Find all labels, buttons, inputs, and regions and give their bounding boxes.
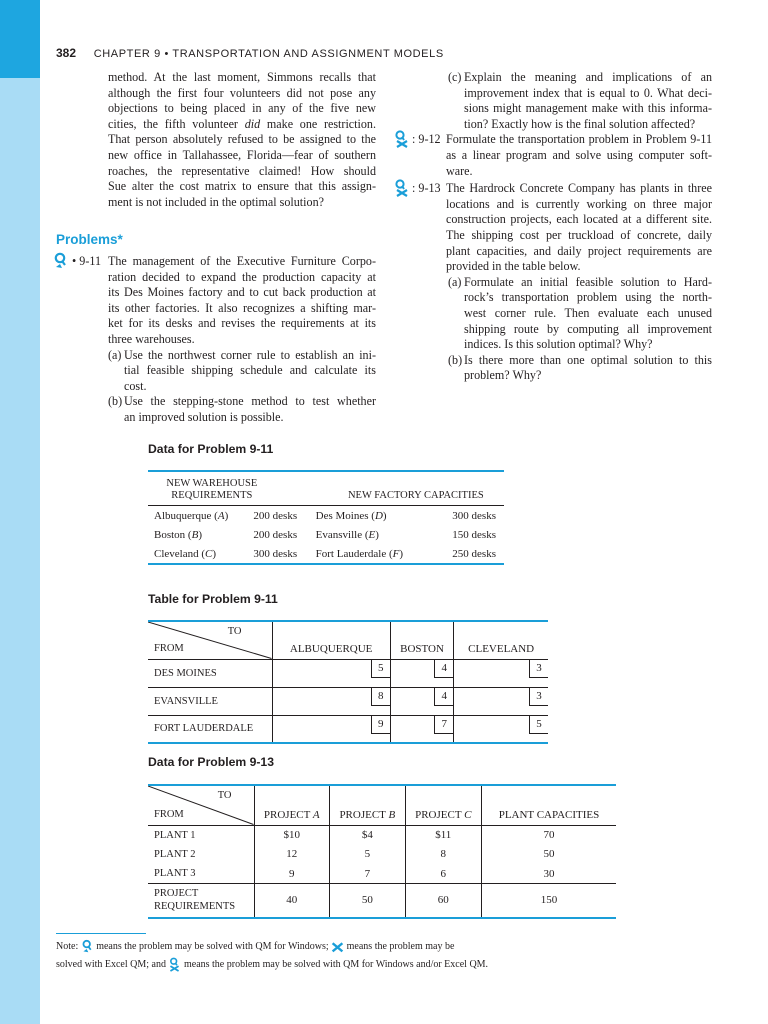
row-label: PROJECT REQUIREMENTS bbox=[148, 884, 254, 918]
cost-box: 4 bbox=[434, 660, 453, 678]
table-cell: 300 desks bbox=[253, 547, 298, 560]
problem-9-13 bbox=[396, 181, 712, 275]
text-line: locations and is currently working on three major bbox=[446, 196, 712, 211]
corner-cell bbox=[148, 621, 272, 659]
table-cell: 8 bbox=[405, 845, 481, 865]
table-cell: Evansville (E) bbox=[315, 528, 379, 541]
qm-for-windows-icon bbox=[54, 252, 70, 270]
problems-heading: Problems* bbox=[56, 232, 123, 248]
text-line: Is there more than one optimal solution to this bbox=[464, 352, 712, 367]
table-row bbox=[148, 687, 548, 715]
text-line: improvement index that is equal to 0. What deci- bbox=[464, 85, 712, 100]
row-label: DES MOINES bbox=[148, 659, 272, 687]
text-line: The shipping cost per truckload of concrete, daily bbox=[446, 227, 712, 242]
part-label: (c) bbox=[448, 70, 462, 84]
table-cell: 40 bbox=[254, 884, 330, 918]
text-line: ware. bbox=[446, 163, 473, 178]
text-line: construction projects, each located at a different site. bbox=[446, 212, 712, 227]
text-line: The Hardrock Concrete Company has plants in three bbox=[446, 181, 712, 196]
table-row bbox=[148, 845, 616, 865]
corner-cell bbox=[148, 785, 254, 825]
text-line: new office in Tallahassee, Florida—fear of southern bbox=[108, 147, 376, 162]
text-line: sions might management make with this informa- bbox=[464, 101, 712, 116]
table-cell: 30 bbox=[481, 864, 616, 884]
text-line: Formulate an initial feasible solution to Hard- bbox=[464, 274, 712, 289]
text-line: ket for its desks and revises the requirements at its bbox=[108, 316, 376, 331]
table-cell: 9 bbox=[254, 864, 330, 884]
part-label: (b) bbox=[108, 394, 123, 409]
text-line: rock’s transportation problem using the north- bbox=[464, 290, 712, 305]
text-line: shipping route by computing all improvement bbox=[464, 321, 712, 336]
table-row bbox=[148, 825, 616, 845]
text-line: its other factories. It also recognizes a shifting mar- bbox=[108, 300, 376, 315]
left-column bbox=[56, 70, 376, 425]
table-caption: Data for Problem 9-11 bbox=[148, 442, 274, 456]
table-row bbox=[148, 506, 504, 526]
row-label: PLANT 3 bbox=[154, 868, 196, 879]
table-cell bbox=[390, 659, 453, 687]
cost-box: 3 bbox=[529, 688, 548, 706]
table-cell: 300 desks bbox=[452, 509, 496, 522]
text-line: tial feasible shipping schedule and calculate its bbox=[124, 363, 376, 378]
table-row bbox=[148, 545, 504, 565]
cost-box: 3 bbox=[529, 660, 548, 678]
page-margin-strip bbox=[0, 0, 40, 1024]
table-row bbox=[148, 884, 616, 918]
column-header: BOSTON bbox=[390, 621, 453, 659]
column-header: PLANT CAPACITIES bbox=[481, 785, 616, 825]
column-header: PROJECT A bbox=[254, 785, 330, 825]
table-caption: Table for Problem 9-11 bbox=[148, 592, 278, 606]
table-cell bbox=[272, 659, 390, 687]
text-line: plant capacities, and daily project requirements are bbox=[446, 243, 712, 258]
part-label: (a) bbox=[108, 347, 122, 362]
column-header: NEW WAREHOUSE REQUIREMENTS bbox=[148, 471, 312, 506]
row-label: PLANT 2 bbox=[154, 848, 196, 860]
text-line: Formulate the transportation problem in Problem 9-11 bbox=[446, 132, 712, 147]
qm-and-excel-icon bbox=[168, 959, 181, 970]
table-cell: Albuquerque (A) bbox=[154, 509, 229, 522]
column-header: CLEVELAND bbox=[454, 621, 548, 659]
text-line: although the first four volunteers did not pose any bbox=[108, 85, 376, 100]
problem-9-11 bbox=[56, 254, 376, 348]
column-header: ALBUQUERQUE bbox=[272, 621, 390, 659]
table-cell: 250 desks bbox=[452, 547, 496, 560]
table-cell: Cleveland (C) bbox=[154, 547, 217, 560]
problem-number: : 9-13 bbox=[412, 181, 441, 196]
table-cell: Fort Lauderdale (F) bbox=[315, 547, 404, 560]
problem-part-b bbox=[396, 353, 712, 384]
table-cell: 50 bbox=[481, 845, 616, 865]
data-table-9-13 bbox=[148, 784, 616, 919]
row-label: FORT LAUDERDALE bbox=[148, 715, 272, 743]
text-line: cities, the fifth volunteer did make one restriction. bbox=[108, 116, 377, 131]
problem-part-c bbox=[396, 70, 712, 132]
problem-part-a bbox=[396, 275, 712, 353]
from-label: FROM bbox=[154, 808, 184, 820]
cost-box: 8 bbox=[371, 688, 390, 706]
chapter-title: CHAPTER 9 • TRANSPORTATION AND ASSIGNMENT MODELS bbox=[93, 48, 444, 60]
part-label: (a) bbox=[448, 274, 462, 289]
problem-number: : 9-12 bbox=[412, 132, 441, 147]
table-cell bbox=[390, 715, 453, 743]
text-line: method. At the last moment, Simmons recalls that bbox=[108, 70, 376, 84]
table-cell: Boston (B) bbox=[154, 528, 202, 541]
text-line: problem? Why? bbox=[464, 368, 542, 383]
footnote: Note: means the problem may be solved with QM for Windows; means the problem may be solved with Excel QM; and means the problem may be solved with QM for Windows and/or Excel QM. bbox=[56, 941, 489, 970]
text-line: That person absolutely refused to be assigned to the bbox=[108, 132, 376, 147]
table-cell: 60 bbox=[405, 884, 481, 918]
text-line: ment is not included in the optimal solution? bbox=[108, 194, 324, 209]
text-line: The management of the Executive Furniture Corpo- bbox=[108, 253, 376, 268]
text-line: tion? Exactly how is the final solution affected? bbox=[464, 116, 696, 131]
problem-part-a bbox=[56, 348, 376, 395]
table-row bbox=[148, 715, 548, 743]
page-margin-tab bbox=[0, 0, 40, 78]
footnote-rule bbox=[56, 933, 146, 934]
text-line: Use the stepping-stone method to test whether bbox=[124, 394, 376, 409]
text-line: Use the northwest corner rule to establish an ini- bbox=[124, 347, 376, 362]
table-cell: 5 bbox=[330, 845, 406, 865]
transportation-table-9-11 bbox=[148, 620, 548, 744]
column-header: PROJECT C bbox=[405, 785, 481, 825]
table-cell bbox=[390, 687, 453, 715]
table-cell: 200 desks bbox=[253, 509, 298, 522]
qm-and-excel-icon bbox=[394, 179, 410, 197]
running-head bbox=[56, 46, 444, 60]
problem-9-12 bbox=[396, 132, 712, 179]
text-line: provided in the table below. bbox=[446, 259, 581, 274]
table-cell bbox=[272, 687, 390, 715]
text-line: Explain the meaning and implications of an bbox=[464, 70, 712, 84]
table-cell bbox=[454, 715, 548, 743]
text-line: cost. bbox=[124, 378, 147, 393]
table-cell: 200 desks bbox=[253, 528, 298, 541]
table-cell: 150 bbox=[481, 884, 616, 918]
qm-for-windows-icon bbox=[81, 941, 94, 952]
table-row bbox=[148, 864, 616, 884]
column-header: NEW FACTORY CAPACITIES bbox=[312, 471, 504, 506]
problem-number: • 9-11 bbox=[72, 253, 101, 268]
data-table-9-11 bbox=[148, 470, 504, 565]
text-line: three warehouses. bbox=[108, 331, 195, 346]
cost-box: 7 bbox=[434, 716, 453, 734]
table-cell: $10 bbox=[254, 825, 330, 845]
table-caption: Data for Problem 9-13 bbox=[148, 755, 274, 769]
text-line: as a linear program and solve using computer soft- bbox=[446, 147, 712, 162]
text-line: Sue alter the cost matrix to ensure that this assign- bbox=[108, 179, 376, 194]
table-row bbox=[148, 659, 548, 687]
row-label: EVANSVILLE bbox=[148, 687, 272, 715]
table-cell: 50 bbox=[330, 884, 406, 918]
text-line: an improved solution is possible. bbox=[124, 409, 284, 424]
cost-box: 5 bbox=[371, 660, 390, 678]
table-cell: 70 bbox=[481, 825, 616, 845]
cost-box: 4 bbox=[434, 688, 453, 706]
problem-part-b bbox=[56, 394, 376, 425]
table-row bbox=[148, 525, 504, 545]
text-line: west corner rule. Then evaluate each unused bbox=[464, 305, 712, 320]
from-label: FROM bbox=[154, 642, 184, 654]
table-cell: $11 bbox=[405, 825, 481, 845]
part-label: (b) bbox=[448, 352, 463, 367]
table-cell: Des Moines (D) bbox=[315, 509, 387, 522]
table-cell: 6 bbox=[405, 864, 481, 884]
to-label: TO bbox=[227, 626, 242, 637]
right-column bbox=[396, 70, 712, 384]
cost-box: 9 bbox=[371, 716, 390, 734]
text-line: indices. Is this solution optimal? Why? bbox=[464, 337, 653, 352]
page-number: 382 bbox=[56, 46, 77, 60]
table-cell bbox=[272, 715, 390, 743]
to-label: TO bbox=[217, 790, 232, 801]
table-cell: 7 bbox=[330, 864, 406, 884]
column-header: PROJECT B bbox=[330, 785, 406, 825]
text-line: its Des Moines factory and to cut back production at bbox=[108, 285, 376, 300]
text-line: objections to being placed in any of the five new bbox=[108, 101, 376, 116]
text-line: ration decided to expand the production capacity at bbox=[108, 269, 376, 284]
excel-qm-icon bbox=[331, 941, 344, 952]
row-label: PLANT 1 bbox=[154, 829, 196, 841]
text-line: roaches, the representative claimed! How should bbox=[108, 163, 376, 178]
table-cell bbox=[454, 659, 548, 687]
table-cell: $4 bbox=[330, 825, 406, 845]
table-cell bbox=[454, 687, 548, 715]
cost-box: 5 bbox=[529, 716, 548, 734]
table-cell: 150 desks bbox=[452, 528, 496, 541]
qm-and-excel-icon bbox=[394, 130, 410, 148]
table-cell: 12 bbox=[254, 845, 330, 865]
